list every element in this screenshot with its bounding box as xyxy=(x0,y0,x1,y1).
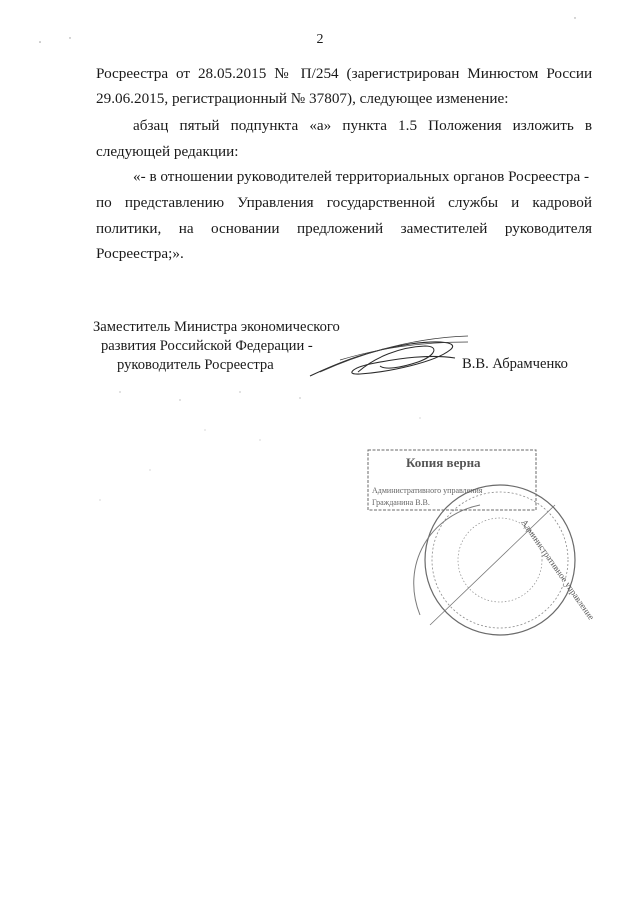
word: пятый xyxy=(179,117,220,134)
word: на xyxy=(178,220,194,237)
word: службы xyxy=(448,194,499,211)
word: по xyxy=(96,194,112,211)
word: Минюстом xyxy=(467,65,539,82)
word: № xyxy=(274,65,293,82)
word: пункта xyxy=(342,117,387,134)
word: подпункта xyxy=(230,117,299,134)
word: государственной xyxy=(326,194,435,211)
word: России xyxy=(546,65,593,82)
word: заместителей xyxy=(400,220,488,237)
word: в xyxy=(584,117,593,134)
word: П/254 xyxy=(300,65,339,82)
word: политики, xyxy=(96,220,162,237)
signatory-title-line: Заместитель Министра экономического xyxy=(93,319,340,335)
stamp-box-title: Копия верна xyxy=(406,455,481,470)
word: (зарегистрирован xyxy=(346,65,460,82)
word: Управления xyxy=(237,194,314,211)
page-number: 2 xyxy=(316,32,324,47)
quoted-line: «- в отношении руководителей территориальных органов Росреестра - xyxy=(133,168,590,185)
signatory-name: В.В. Абрамченко xyxy=(462,356,568,372)
word: предложений xyxy=(296,220,384,237)
quoted-line: Росреестра;». xyxy=(96,245,184,262)
word: и xyxy=(511,194,520,211)
word: изложить xyxy=(512,117,574,134)
word: от xyxy=(176,65,191,82)
word: руководителя xyxy=(504,220,593,237)
stamp-box-line: Гражданина В.В. xyxy=(372,498,430,507)
stamp-box-line: Административного управления xyxy=(372,486,483,495)
seal-text: Административное управление xyxy=(519,517,597,622)
paragraph-line: 29.06.2015, регистрационный № 37807), следующее изменение: xyxy=(96,90,509,107)
word: 1.5 xyxy=(398,117,418,134)
word: абзац xyxy=(133,117,169,134)
word: «а» xyxy=(309,117,332,134)
word: основании xyxy=(211,220,280,237)
word: Положения xyxy=(428,117,502,134)
word: представлению xyxy=(124,194,225,211)
word: кадровой xyxy=(532,194,593,211)
signatory-title-line: развития Российской Федерации - xyxy=(101,338,313,354)
paragraph-line: следующей редакции: xyxy=(96,143,239,160)
word: 28.05.2015 xyxy=(197,65,267,82)
signatory-title-line: руководитель Росреестра xyxy=(117,357,274,373)
word: Росреестра xyxy=(96,65,169,82)
